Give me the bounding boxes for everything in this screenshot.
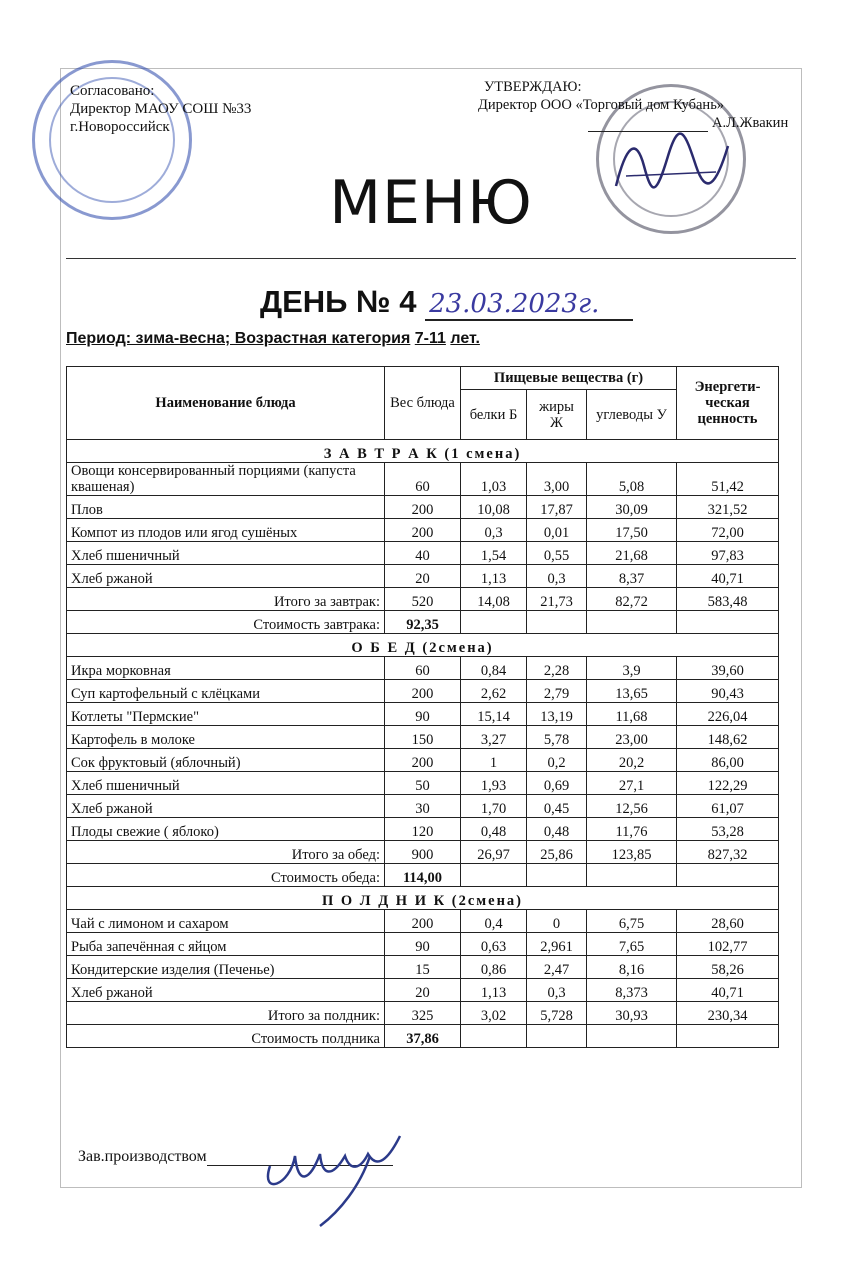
dish-energy: 226,04	[677, 703, 779, 726]
dish-fat: 0,2	[527, 749, 587, 772]
dish-fat: 0,55	[527, 542, 587, 565]
dish-name: Икра морковная	[67, 657, 385, 680]
table-row	[67, 818, 779, 841]
dish-fat: 0,48	[527, 818, 587, 841]
period-age: 7-11	[414, 330, 446, 347]
table-row	[67, 795, 779, 818]
table-row	[67, 726, 779, 749]
dish-name: Плов	[67, 496, 385, 519]
dish-energy: 40,71	[677, 565, 779, 588]
empty-cell	[527, 611, 587, 634]
dish-protein: 1,54	[461, 542, 527, 565]
empty-cell	[461, 611, 527, 634]
dish-fat: 2,79	[527, 680, 587, 703]
section-header-row	[67, 634, 779, 657]
cost-row	[67, 1025, 779, 1048]
table-row	[67, 519, 779, 542]
dish-weight: 200	[385, 519, 461, 542]
dish-protein: 1	[461, 749, 527, 772]
dish-name: Компот из плодов или ягод сушёных	[67, 519, 385, 542]
table-row	[67, 772, 779, 795]
cost-row	[67, 864, 779, 887]
table-row	[67, 657, 779, 680]
header-nutrients: Пищевые вещества (г)	[461, 367, 677, 390]
total-energy: 827,32	[677, 841, 779, 864]
dish-carbs: 21,68	[587, 542, 677, 565]
total-carbs: 123,85	[587, 841, 677, 864]
table-row	[67, 542, 779, 565]
cost-label: Стоимость завтрака:	[67, 611, 385, 634]
dish-protein: 1,70	[461, 795, 527, 818]
dish-weight: 15	[385, 956, 461, 979]
dish-carbs: 20,2	[587, 749, 677, 772]
dish-weight: 200	[385, 680, 461, 703]
dish-weight: 20	[385, 979, 461, 1002]
dish-carbs: 8,16	[587, 956, 677, 979]
dish-carbs: 3,9	[587, 657, 677, 680]
dish-name: Сок фруктовый (яблочный)	[67, 749, 385, 772]
table-row	[67, 680, 779, 703]
dish-carbs: 12,56	[587, 795, 677, 818]
dish-weight: 120	[385, 818, 461, 841]
dish-carbs: 27,1	[587, 772, 677, 795]
dish-name: Овощи консервированный порциями (капуста квашеная)	[67, 463, 385, 496]
dish-protein: 1,93	[461, 772, 527, 795]
day-date: 23.03.2023г.	[425, 289, 633, 321]
table-row	[67, 979, 779, 1002]
dish-energy: 321,52	[677, 496, 779, 519]
table-row	[67, 956, 779, 979]
header-energy: Энергети-ческая ценность	[677, 367, 779, 440]
total-label: Итого за обед:	[67, 841, 385, 864]
dish-protein: 0,4	[461, 910, 527, 933]
dish-protein: 10,08	[461, 496, 527, 519]
table-row	[67, 749, 779, 772]
empty-cell	[461, 1025, 527, 1048]
dish-carbs: 8,37	[587, 565, 677, 588]
dish-name: Рыба запечённая с яйцом	[67, 933, 385, 956]
empty-cell	[677, 864, 779, 887]
total-energy: 583,48	[677, 588, 779, 611]
header-fat: жиры Ж	[527, 390, 587, 440]
dish-carbs: 11,76	[587, 818, 677, 841]
table-row	[67, 703, 779, 726]
dish-carbs: 6,75	[587, 910, 677, 933]
empty-cell	[677, 1025, 779, 1048]
total-fat: 5,728	[527, 1002, 587, 1025]
dish-energy: 58,26	[677, 956, 779, 979]
section-title: З А В Т Р А К (1 смена)	[67, 440, 779, 463]
table-row	[67, 496, 779, 519]
dish-protein: 0,3	[461, 519, 527, 542]
dish-fat: 17,87	[527, 496, 587, 519]
dish-fat: 3,00	[527, 463, 587, 496]
day-label: ДЕНЬ № 4	[260, 284, 417, 319]
dish-protein: 0,63	[461, 933, 527, 956]
approval-right-line1: УТВЕРЖДАЮ:	[484, 79, 582, 95]
dish-fat: 5,78	[527, 726, 587, 749]
dish-energy: 53,28	[677, 818, 779, 841]
dish-name: Хлеб ржаной	[67, 979, 385, 1002]
header-carbs: углеводы У	[587, 390, 677, 440]
dish-name: Котлеты "Пермские"	[67, 703, 385, 726]
empty-cell	[587, 864, 677, 887]
dish-fat: 0,3	[527, 565, 587, 588]
dish-weight: 60	[385, 657, 461, 680]
dish-energy: 148,62	[677, 726, 779, 749]
total-protein: 3,02	[461, 1002, 527, 1025]
dish-energy: 97,83	[677, 542, 779, 565]
dish-fat: 2,28	[527, 657, 587, 680]
dish-energy: 61,07	[677, 795, 779, 818]
dish-name: Суп картофельный с клёцками	[67, 680, 385, 703]
total-protein: 26,97	[461, 841, 527, 864]
dish-weight: 30	[385, 795, 461, 818]
dish-energy: 40,71	[677, 979, 779, 1002]
cost-value: 92,35	[385, 611, 461, 634]
total-row	[67, 841, 779, 864]
empty-cell	[527, 864, 587, 887]
approval-left-line3: г.Новороссийск	[70, 119, 170, 135]
dish-carbs: 30,09	[587, 496, 677, 519]
total-carbs: 30,93	[587, 1002, 677, 1025]
section-header-row	[67, 887, 779, 910]
dish-fat: 2,961	[527, 933, 587, 956]
total-label: Итого за полдник:	[67, 1002, 385, 1025]
title-divider	[66, 258, 796, 259]
section-title: П О Л Д Н И К (2смена)	[67, 887, 779, 910]
dish-protein: 2,62	[461, 680, 527, 703]
dish-energy: 102,77	[677, 933, 779, 956]
dish-name: Хлеб пшеничный	[67, 772, 385, 795]
dish-name: Хлеб ржаной	[67, 795, 385, 818]
empty-cell	[587, 611, 677, 634]
dish-protein: 1,13	[461, 565, 527, 588]
section-title: О Б Е Д (2смена)	[67, 634, 779, 657]
dish-fat: 0,3	[527, 979, 587, 1002]
dish-carbs: 11,68	[587, 703, 677, 726]
dish-energy: 72,00	[677, 519, 779, 542]
table-row	[67, 565, 779, 588]
dish-carbs: 23,00	[587, 726, 677, 749]
total-protein: 14,08	[461, 588, 527, 611]
dish-weight: 60	[385, 463, 461, 496]
dish-fat: 13,19	[527, 703, 587, 726]
total-weight: 325	[385, 1002, 461, 1025]
approval-right-line3: А.Л.Жвакин	[712, 115, 789, 131]
dish-weight: 20	[385, 565, 461, 588]
dish-name: Кондитерские изделия (Печенье)	[67, 956, 385, 979]
approval-left-block	[70, 82, 251, 136]
dish-protein: 0,48	[461, 818, 527, 841]
dish-energy: 122,29	[677, 772, 779, 795]
header-name: Наименование блюда	[67, 367, 385, 440]
cost-label: Стоимость полдника	[67, 1025, 385, 1048]
day-heading	[260, 284, 633, 321]
total-fat: 21,73	[527, 588, 587, 611]
menu-table	[66, 366, 779, 1048]
header-weight: Вес блюда	[385, 367, 461, 440]
dish-energy: 86,00	[677, 749, 779, 772]
dish-carbs: 5,08	[587, 463, 677, 496]
approval-right-block	[478, 78, 788, 132]
dish-name: Чай с лимоном и сахаром	[67, 910, 385, 933]
dish-carbs: 17,50	[587, 519, 677, 542]
page-title: МЕНЮ	[329, 168, 533, 238]
dish-energy: 28,60	[677, 910, 779, 933]
cost-value: 37,86	[385, 1025, 461, 1048]
period-suffix: лет.	[450, 330, 480, 347]
dish-fat: 0,01	[527, 519, 587, 542]
total-row	[67, 1002, 779, 1025]
dish-protein: 15,14	[461, 703, 527, 726]
total-carbs: 82,72	[587, 588, 677, 611]
dish-carbs: 7,65	[587, 933, 677, 956]
empty-cell	[461, 864, 527, 887]
approval-left-line1: Согласовано:	[70, 83, 155, 99]
dish-protein: 1,13	[461, 979, 527, 1002]
dish-weight: 200	[385, 496, 461, 519]
dish-protein: 0,86	[461, 956, 527, 979]
dish-weight: 40	[385, 542, 461, 565]
dish-name: Картофель в молоке	[67, 726, 385, 749]
dish-fat: 0,69	[527, 772, 587, 795]
dish-weight: 200	[385, 749, 461, 772]
period-label: Период: зима-весна; Возрастная категория	[66, 330, 411, 347]
total-weight: 900	[385, 841, 461, 864]
dish-weight: 90	[385, 703, 461, 726]
total-row	[67, 588, 779, 611]
empty-cell	[587, 1025, 677, 1048]
production-signature	[250, 1126, 430, 1236]
dish-fat: 0,45	[527, 795, 587, 818]
dish-weight: 90	[385, 933, 461, 956]
total-weight: 520	[385, 588, 461, 611]
dish-energy: 51,42	[677, 463, 779, 496]
menu-body	[67, 440, 779, 1048]
dish-name: Плоды свежие ( яблоко)	[67, 818, 385, 841]
total-fat: 25,86	[527, 841, 587, 864]
section-header-row	[67, 440, 779, 463]
dish-name: Хлеб пшеничный	[67, 542, 385, 565]
table-row	[67, 910, 779, 933]
dish-protein: 0,84	[461, 657, 527, 680]
dish-carbs: 8,373	[587, 979, 677, 1002]
table-row	[67, 463, 779, 496]
header-protein: белки Б	[461, 390, 527, 440]
period-line	[66, 330, 480, 348]
cost-row	[67, 611, 779, 634]
approval-right-line2: Директор ООО «Торговый дом Кубань»	[478, 97, 725, 113]
dish-energy: 39,60	[677, 657, 779, 680]
total-label: Итого за завтрак:	[67, 588, 385, 611]
approval-left-line2: Директор МАОУ СОШ №33	[70, 101, 252, 117]
dish-weight: 200	[385, 910, 461, 933]
cost-value: 114,00	[385, 864, 461, 887]
dish-weight: 150	[385, 726, 461, 749]
dish-weight: 50	[385, 772, 461, 795]
dish-protein: 3,27	[461, 726, 527, 749]
empty-cell	[527, 1025, 587, 1048]
footer-label: Зав.производством	[78, 1148, 207, 1165]
cost-label: Стоимость обеда:	[67, 864, 385, 887]
empty-cell	[677, 611, 779, 634]
dish-protein: 1,03	[461, 463, 527, 496]
total-energy: 230,34	[677, 1002, 779, 1025]
dish-fat: 0	[527, 910, 587, 933]
dish-carbs: 13,65	[587, 680, 677, 703]
dish-energy: 90,43	[677, 680, 779, 703]
table-row	[67, 933, 779, 956]
dish-fat: 2,47	[527, 956, 587, 979]
dish-name: Хлеб ржаной	[67, 565, 385, 588]
